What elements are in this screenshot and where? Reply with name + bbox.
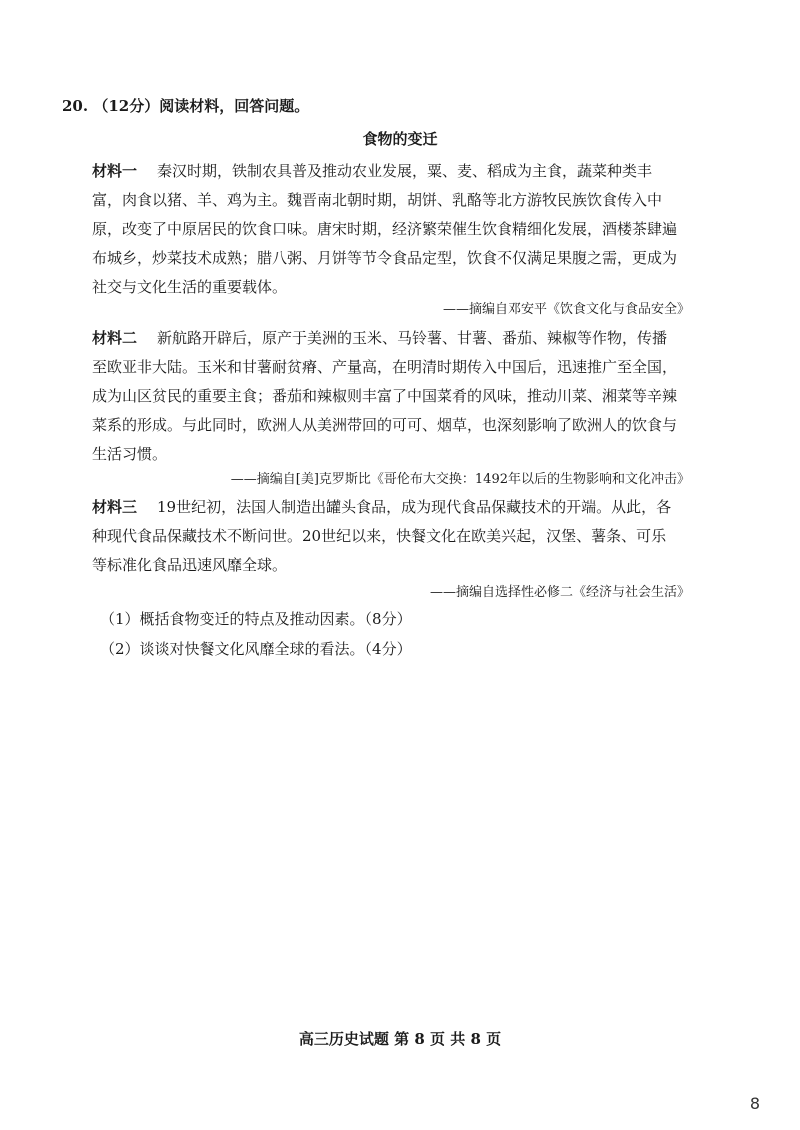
material-2-label: 材料二: [92, 329, 138, 347]
material-1-text: 秦汉时期，铁制农具普及推动农业发展，粟、麦、稻成为主食，蔬菜种类丰富，肉食以猪、羊、鸡为主。魏晋南北朝时期，胡饼、乳酪等北方游牧民族饮食传入中原，改变了中原居民的饮食口味。唐宋时期，经济繁荣催生饮食精细化发展，酒楼茶肆遍布城乡，炒菜技术成熟；腊八粥、月饼等节令食品定型，饮食不仅满足果腹之需，更成为社交与文化生活的重要载体。: [92, 162, 678, 296]
material-1-source: ——摘编自邓安平《饮食文化与食品安全》: [442, 302, 690, 317]
sub-question-2: （2）谈谈对快餐文化风靡全球的看法。（4分）: [100, 640, 412, 658]
material-2-source: ——摘编自[美]克罗斯比《哥伦布大交换：1492年以后的生物影响和文化冲击》: [230, 472, 690, 487]
material-2-text: 新航路开辟后，原产于美洲的玉米、马铃薯、甘薯、番茄、辣椒等作物，传播至欧亚非大陆。玉米和甘薯耐贫瘠、产量高，在明清时期传入中国后，迅速推广至全国，成为山区贫民的重要主食；番茄和辣椒则丰富了中国菜肴的风味，推动川菜、湘菜等辛辣菜系的形成。与此同时，欧洲人从美洲带回的可可、烟草，也深刻影响了欧洲人的饮食与生活习惯。: [92, 329, 678, 463]
material-title: 食物的变迁: [362, 130, 438, 148]
question-header: 20. （12分）阅读材料，回答问题。: [62, 97, 310, 115]
material-1: [92, 157, 678, 302]
material-2: [92, 324, 678, 469]
material-3-text: 19世纪初，法国人制造出罐头食品，成为现代食品保藏技术的开端。从此，各种现代食品保藏技术不断问世。20世纪以来，快餐文化在欧美兴起，汉堡、薯条、可乐等标准化食品迅速风靡全球。: [92, 498, 672, 574]
material-3: [92, 493, 678, 580]
sub-question-1: （1）概括食物变迁的特点及推动因素。（8分）: [100, 610, 412, 628]
page-footer: 高三历史试题 第 8 页 共 8 页: [298, 1030, 502, 1048]
material-1-label: 材料一: [92, 162, 138, 180]
corner-page-number: 8: [749, 1094, 760, 1113]
material-3-label: 材料三: [92, 498, 138, 516]
material-3-source: ——摘编自选择性必修二《经济与社会生活》: [429, 585, 690, 600]
